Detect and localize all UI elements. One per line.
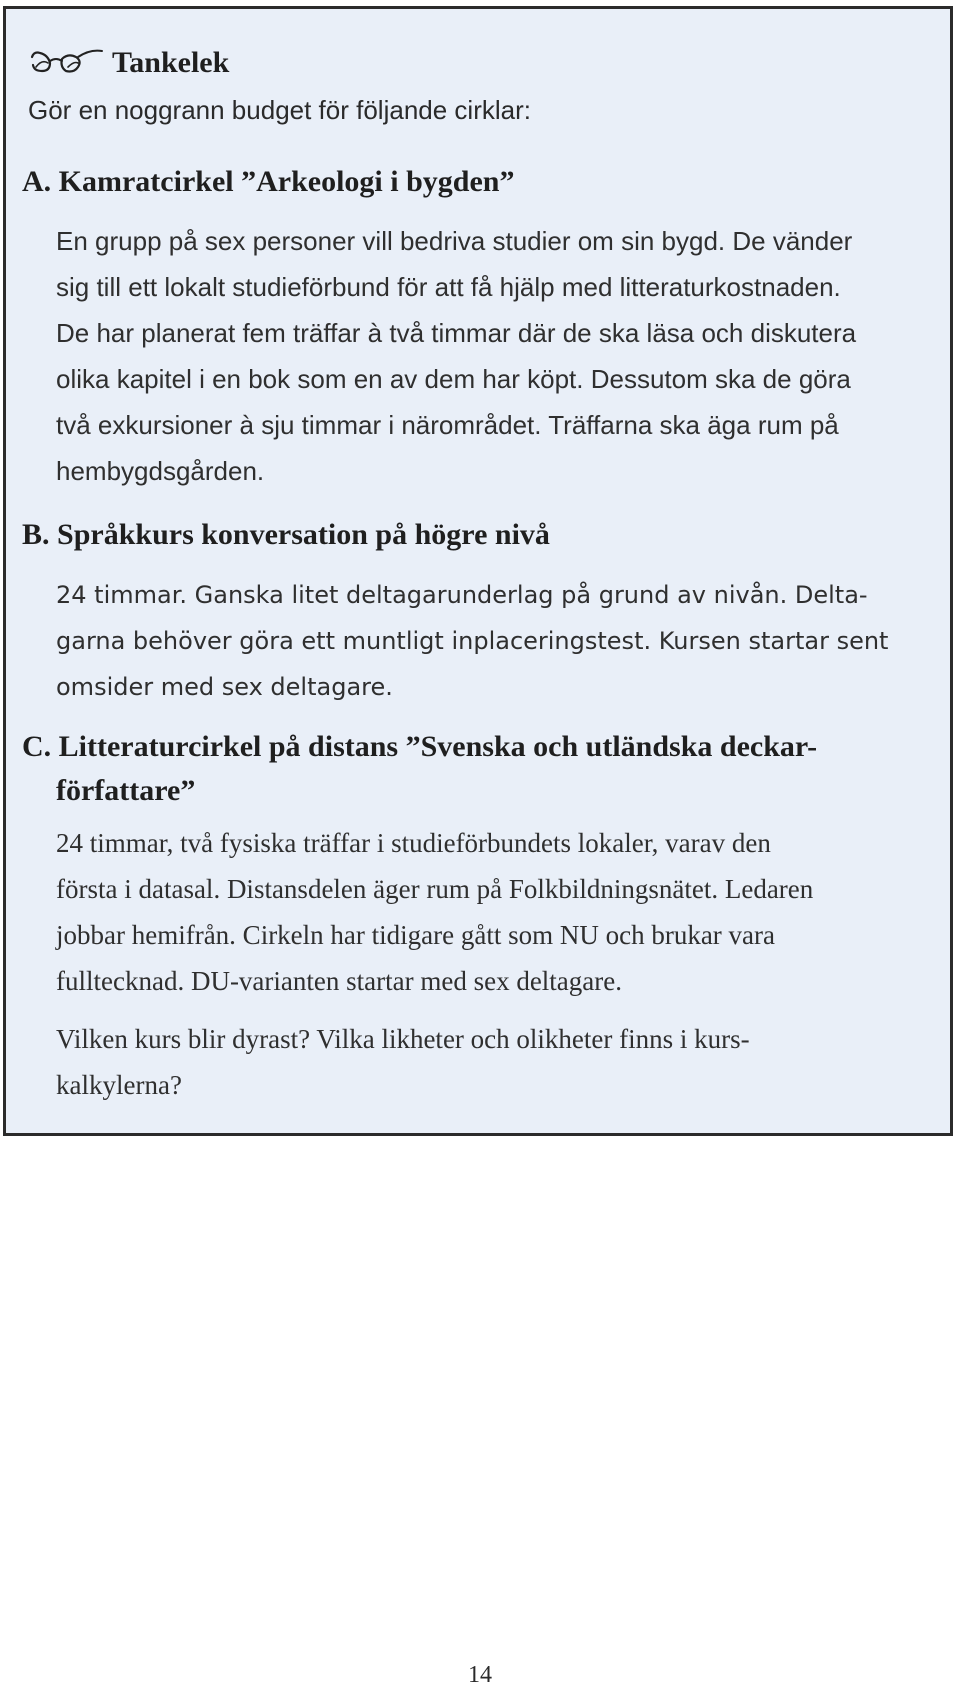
text-line: två exkursioner à sju timmar i närområdet. Träffarna ska äga rum på [56,410,839,440]
section-b-text [56,572,936,710]
heading-line: författare” [56,774,196,807]
page-number: 14 [468,1662,492,1688]
box-title: Tankelek [112,46,230,79]
section-a-heading: A. Kamratcirkel ”Arkeologi i bygden” [22,165,515,198]
text-line: De har planerat fem träffar à två timmar där de ska läsa och diskutera [56,318,857,348]
section-c-text [56,820,936,1004]
text-line: garna behöver göra ett muntligt inplaceringstest. Kursen startar sent [56,627,889,655]
section-c-heading [22,725,902,813]
section-b-heading: B. Språkkurs konversation på högre nivå [22,518,550,551]
question-text [56,1016,936,1108]
glasses-icon [28,45,108,81]
section-a-text [56,218,936,494]
text-line: olika kapitel i en bok som en av dem har köpt. Dessutom ska de göra [56,364,851,394]
intro-text: Gör en noggrann budget för följande cirklar: [28,95,531,125]
text-line: jobbar hemifrån. Cirkeln har tidigare gått som NU och brukar vara [56,920,776,950]
text-line: kalkylerna? [56,1070,182,1100]
text-line: sig till ett lokalt studieförbund för att få hjälp med litteraturkostnaden. [56,272,841,302]
text-line: omsider med sex deltagare. [56,673,393,701]
text-line: En grupp på sex personer vill bedriva studier om sin bygd. De vänder [56,226,853,256]
text-line: Vilken kurs blir dyrast? Vilka likheter och olikheter finns i kurs- [56,1024,750,1054]
text-line: första i datasal. Distansdelen äger rum på Folkbildningsnätet. Ledaren [56,874,814,904]
box-header [28,45,229,81]
text-line: 24 timmar. Ganska litet deltagarunderlag på grund av nivån. Delta- [56,581,868,609]
text-line: 24 timmar, två fysiska träffar i studieförbundets lokaler, varav den [56,828,771,858]
heading-line: C. Litteraturcirkel på distans ”Svenska och utländska deckar- [22,730,818,763]
text-line: hembygdsgården. [56,456,265,486]
text-line: fulltecknad. DU-varianten startar med sex deltagare. [56,966,622,996]
